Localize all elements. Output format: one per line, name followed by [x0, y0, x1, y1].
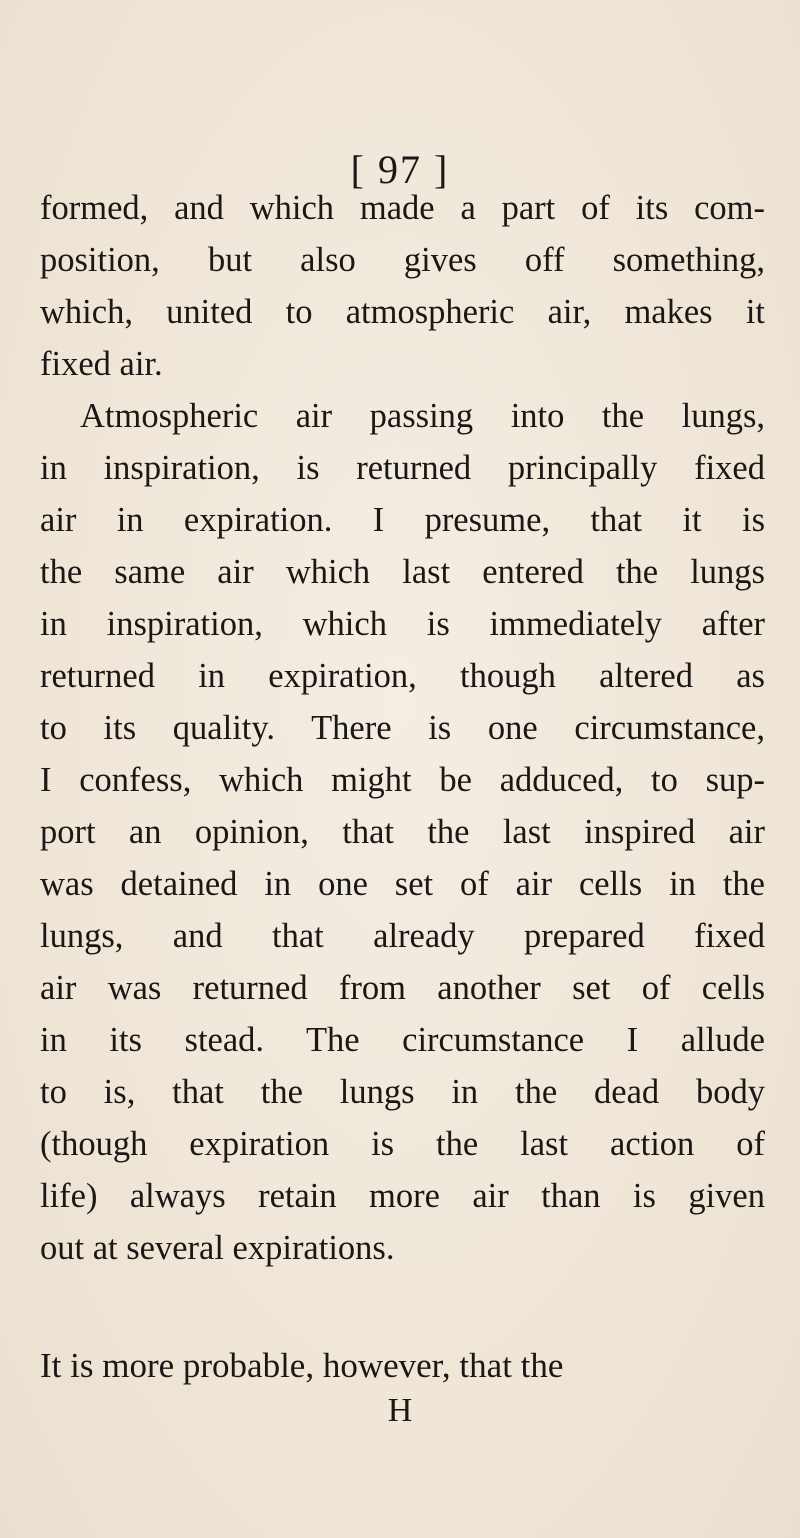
text-line: to its quality. There is one circumstance, — [40, 709, 765, 747]
text-line: in its stead. The circumstance I allude — [40, 1021, 765, 1059]
paragraph-2 — [40, 390, 765, 1274]
text-line: I confess, which might be adduced, to sup- — [40, 761, 765, 799]
text-line: in inspiration, which is immediately after — [40, 605, 765, 643]
text-line: the same air which last entered the lungs — [40, 553, 765, 591]
text-line: position, but also gives off something, — [40, 241, 765, 279]
text-line: out at several expirations. — [40, 1229, 395, 1267]
text-line: returned in expiration, though altered as — [40, 657, 765, 695]
text-line: lungs, and that already prepared fixed — [40, 917, 765, 955]
text-line: life) always retain more air than is given — [40, 1177, 765, 1215]
text-line: formed, and which made a part of its com- — [40, 189, 765, 227]
text-line: Atmospheric air passing into the lungs, — [80, 397, 765, 435]
paragraph-1 — [40, 182, 765, 390]
text-line: It is more probable, however, that the — [40, 1346, 564, 1385]
text-line: to is, that the lungs in the dead body — [40, 1073, 765, 1111]
text-line: which, united to atmospheric air, makes it — [40, 293, 765, 331]
catchword-paragraph — [40, 1340, 765, 1392]
text-line: air was returned from another set of cells — [40, 969, 765, 1007]
text-line: was detained in one set of air cells in the — [40, 865, 765, 903]
text-line: air in expiration. I presume, that it is — [40, 501, 765, 539]
signature-mark: H — [387, 1392, 413, 1429]
text-line: port an opinion, that the last inspired air — [40, 813, 765, 851]
page-number: [ 97 ] — [350, 147, 450, 192]
text-line: in inspiration, is returned principally fixed — [40, 449, 765, 487]
text-line: fixed air. — [40, 345, 163, 383]
text-line: (though expiration is the last action of — [40, 1125, 765, 1163]
